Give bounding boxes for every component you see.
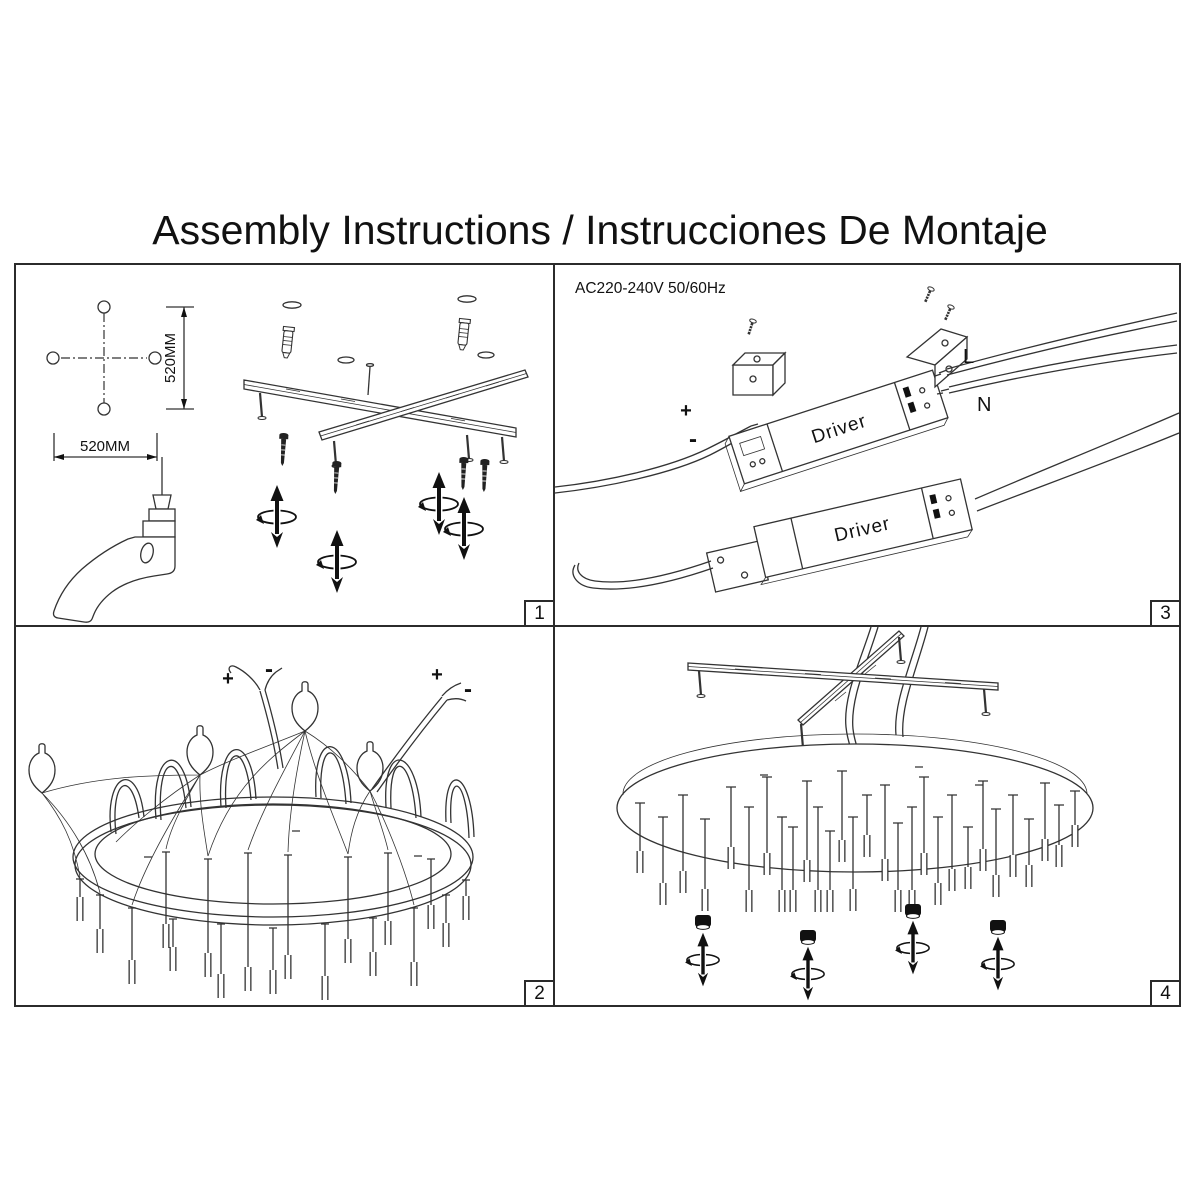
panel-3-number: 3 bbox=[1150, 600, 1179, 625]
dc-plus-label: + bbox=[680, 400, 692, 422]
vertical-dimension bbox=[162, 307, 194, 409]
machine-screw-icon bbox=[922, 286, 935, 303]
drill-hole-pattern bbox=[47, 301, 161, 415]
cap-nut-icon bbox=[800, 930, 816, 944]
wire-connector-grip bbox=[29, 744, 55, 793]
mounting-bracket-left bbox=[733, 353, 785, 395]
panel-4-drawing bbox=[555, 627, 1179, 1005]
mains-wires bbox=[935, 313, 1177, 416]
wire-fans bbox=[42, 731, 414, 905]
wall-anchor-icon bbox=[280, 326, 294, 358]
diagram-board bbox=[14, 263, 1181, 1007]
mounting-screw-icon bbox=[458, 457, 468, 490]
panel-4-number: 4 bbox=[1150, 980, 1179, 1005]
rotate-to-fasten-icon bbox=[790, 947, 824, 1001]
drill-icon bbox=[54, 457, 176, 622]
dim-horizontal-label: 520MM bbox=[79, 438, 131, 455]
pair2-plus-label: + bbox=[431, 664, 443, 686]
wire-connector-grip bbox=[292, 682, 318, 731]
wall-anchor-icon bbox=[456, 318, 470, 350]
ceiling-cross-bracket bbox=[688, 631, 998, 751]
driver-bottom-wire-left bbox=[578, 561, 711, 582]
rotate-to-fasten-icon bbox=[685, 933, 719, 987]
dc-minus-label: - bbox=[689, 426, 697, 453]
rotate-to-fasten-icon bbox=[256, 485, 296, 548]
ceiling-canopy bbox=[617, 734, 1093, 872]
driver-bottom-wires-right bbox=[975, 413, 1179, 511]
driver-bottom-label: Driver bbox=[832, 513, 893, 547]
wire-connector-grip bbox=[357, 742, 383, 791]
panel-1-step bbox=[16, 265, 555, 627]
plate-slots bbox=[144, 831, 422, 857]
mounting-cross-bracket bbox=[244, 364, 528, 468]
panel-1-drawing bbox=[16, 265, 553, 625]
rotate-to-fasten-icon bbox=[418, 472, 458, 535]
panel-2-step bbox=[16, 627, 555, 1005]
dc-wire-fork bbox=[555, 400, 761, 493]
cap-nut-icon bbox=[695, 915, 711, 929]
driver-top-label: Driver bbox=[809, 410, 870, 449]
pendant-rods bbox=[76, 852, 470, 1000]
cap-nut-fasteners bbox=[685, 904, 1014, 1000]
panel-1-number: 1 bbox=[524, 600, 553, 625]
pair1-minus-label: - bbox=[265, 656, 273, 683]
panel-3-drawing bbox=[555, 265, 1179, 625]
rotate-to-fasten-icon bbox=[316, 530, 356, 593]
driver-bottom-wire-left-2 bbox=[573, 565, 713, 589]
panel-4-step bbox=[555, 627, 1179, 1005]
pair2-minus-label: - bbox=[464, 676, 472, 703]
page-title: Assembly Instructions / Instrucciones De Montaje bbox=[152, 207, 1048, 253]
line-label: L bbox=[963, 346, 975, 368]
supply-wire-pair-2 bbox=[372, 664, 472, 792]
horizontal-dimension bbox=[54, 433, 157, 461]
mounting-screw-icon bbox=[278, 433, 289, 466]
panel-2-drawing bbox=[16, 627, 553, 1005]
pair1-plus-label: + bbox=[222, 668, 234, 690]
wire-connector-grip bbox=[187, 726, 213, 775]
dim-vertical-label: 520MM bbox=[162, 332, 179, 384]
rotate-to-fasten-icon bbox=[895, 921, 929, 975]
chandelier-ring bbox=[73, 797, 473, 925]
cap-nut-icon bbox=[905, 904, 921, 918]
rotate-to-fasten-icon bbox=[443, 497, 483, 560]
cap-nut-icon bbox=[990, 920, 1006, 934]
machine-screw-icon bbox=[942, 304, 955, 321]
machine-screw-icon bbox=[745, 318, 756, 335]
rotate-to-fasten-icon bbox=[980, 937, 1014, 991]
panel-3-step bbox=[555, 265, 1179, 627]
mounting-screw-icon bbox=[331, 461, 342, 494]
panel-2-number: 2 bbox=[524, 980, 553, 1005]
voltage-rating-label: AC220-240V 50/60Hz bbox=[575, 280, 726, 297]
neutral-label: N bbox=[977, 394, 992, 416]
mounting-screw-icon bbox=[479, 459, 489, 492]
